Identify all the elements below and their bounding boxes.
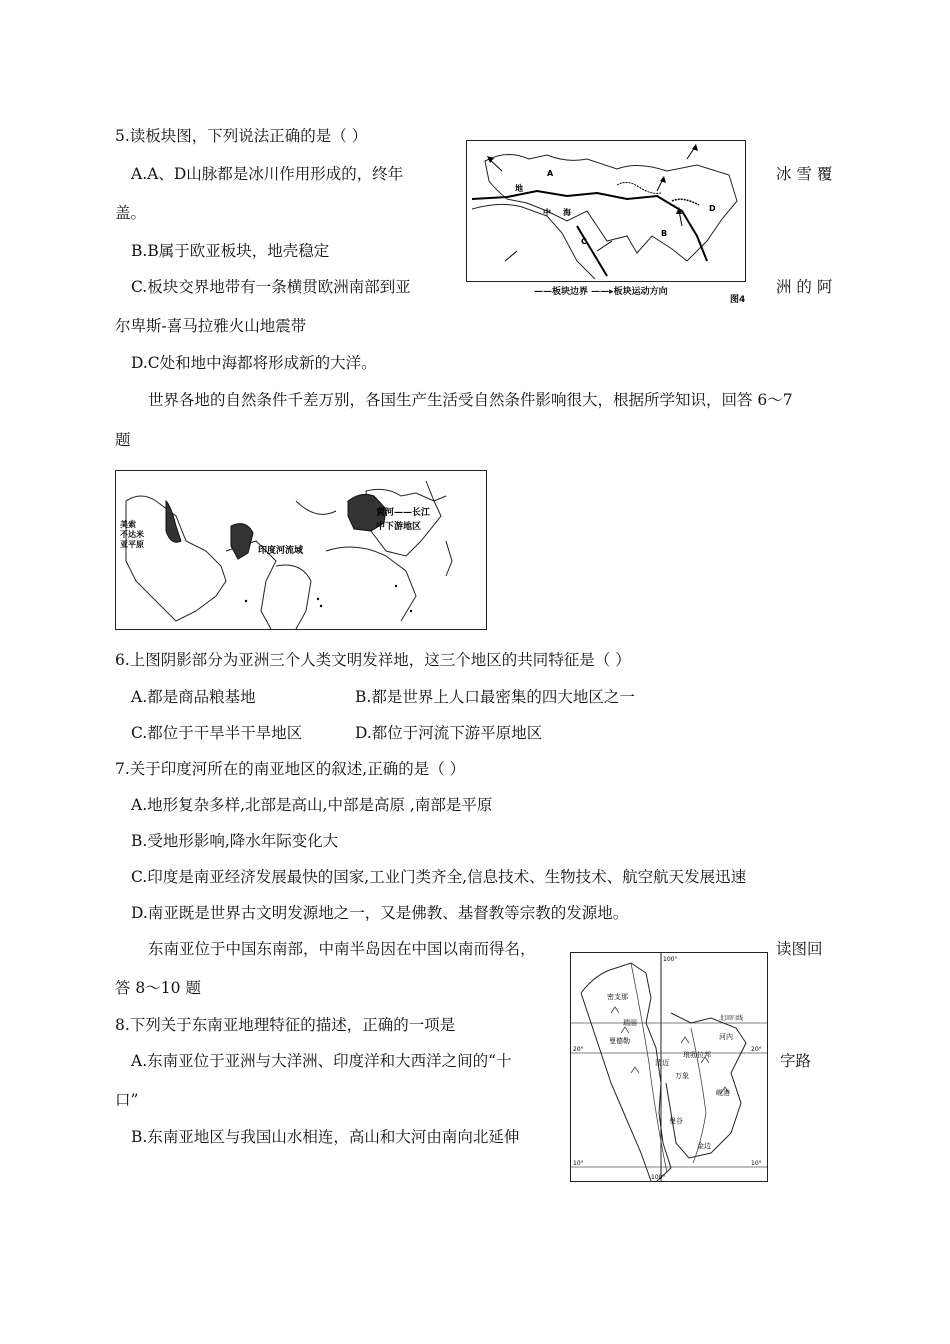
plate-map-figure-label: 图4 xyxy=(730,295,746,305)
q6-option-b: B.都是世界上人口最密集的四大地区之一 xyxy=(355,688,635,706)
label-chiang-mai: 清迈 xyxy=(655,1059,669,1067)
label-lat-20-left: 20° xyxy=(573,1046,584,1053)
q6-option-d: D.都位于河流下游平原地区 xyxy=(355,724,543,742)
plate-label-di: 地 xyxy=(515,184,523,193)
q5-option-a-cont: 盖。 xyxy=(115,204,147,222)
label-yellow-yangtze-1: 黄河——长江 xyxy=(376,508,431,518)
plate-label-c: C xyxy=(581,237,587,246)
label-hanoi: 河内 xyxy=(719,1033,733,1041)
plate-map-drawing xyxy=(467,141,745,281)
civilization-map xyxy=(115,470,487,630)
q5-option-a: A.A、D山脉都是冰川作用形成的，终年 xyxy=(131,165,404,183)
q5-option-b: B.B属于欧亚板块，地壳稳定 xyxy=(131,242,330,260)
label-phnom-penh: 金边 xyxy=(697,1142,711,1150)
q5-option-a-right: 冰 雪 覆 xyxy=(776,165,833,183)
label-luang-prabang: 琅勃拉邦 xyxy=(683,1051,711,1059)
label-ruili: 瑞丽 xyxy=(623,1019,637,1027)
plate-map xyxy=(466,140,746,282)
q6-option-c: C.都位于干旱半干旱地区 xyxy=(131,724,303,742)
q6-option-a: A.都是商品粮基地 xyxy=(131,688,256,706)
southeast-asia-map-drawing xyxy=(571,953,767,1181)
q7-stem: 7.关于印度河所在的南亚地区的叙述,正确的是（ ） xyxy=(115,760,466,778)
label-lon-100-top: 100° xyxy=(663,956,678,963)
plate-label-b: B xyxy=(661,229,668,238)
intro-6-7-cont: 题 xyxy=(115,431,131,449)
q7-option-c: C.印度是南亚经济发展最快的国家,工业门类齐全,信息技术、生物技术、航空航天发展迅速 xyxy=(131,868,747,886)
q7-option-b: B.受地形影响,降水年际变化大 xyxy=(131,832,339,850)
label-indus: 印度河流域 xyxy=(258,546,304,556)
label-lat-10-right: 10° xyxy=(751,1160,762,1167)
plate-label-zhong: 中 xyxy=(543,208,551,217)
label-lat-10-left: 10° xyxy=(573,1160,584,1167)
southeast-asia-map xyxy=(570,952,768,1182)
q8-option-a-cont: 口” xyxy=(115,1091,139,1109)
label-mesopotamia-1: 美索 xyxy=(120,520,136,529)
intro-8-10-cont: 答 8～10 题 xyxy=(115,979,201,997)
q7-option-a: A.地形复杂多样,北部是高山,中部是高原 ,南部是平原 xyxy=(131,796,493,814)
label-bangkok: 曼谷 xyxy=(669,1117,683,1125)
label-lon-100-bottom: 100° xyxy=(651,1174,666,1181)
label-mesopotamia-3: 亚平原 xyxy=(120,540,144,549)
plate-label-a: A xyxy=(547,169,554,178)
intro-8-10-right: 读图回 xyxy=(776,940,823,958)
q5-stem: 5.读板块图，下列说法正确的是（ ） xyxy=(115,127,368,145)
q5-option-d: D.C处和地中海都将形成新的大洋。 xyxy=(131,354,377,372)
plate-map-legend: ——板块边界 ——▸板块运动方向 xyxy=(534,287,668,297)
q8-option-a: A.东南亚位于亚洲与大洋洲、印度洋和大西洋之间的“十 xyxy=(131,1052,512,1070)
q7-option-d: D.南亚既是世界古文明发源地之一，又是佛教、基督教等宗教的发源地。 xyxy=(131,904,629,922)
q6-stem: 6.上图阴影部分为亚洲三个人类文明发祥地，这三个地区的共同特征是（ ） xyxy=(115,651,631,669)
label-lat-20-right: 20° xyxy=(751,1046,762,1053)
label-myitkyina: 密支那 xyxy=(607,993,628,1001)
civilization-map-drawing xyxy=(116,471,486,629)
label-mesopotamia-2: 不达米 xyxy=(120,530,144,539)
intro-8-10: 东南亚位于中国东南部，中南半岛因在中国以南而得名， xyxy=(148,940,536,958)
intro-6-7: 世界各地的自然条件千差万别，各国生产生活受自然条件影响很大，根据所学知识，回答 6～7 xyxy=(148,391,793,409)
plate-label-hai: 海 xyxy=(563,208,571,217)
label-da-nang: 岘港 xyxy=(716,1089,730,1097)
label-tropic: 北回归线 xyxy=(719,1015,744,1022)
q8-option-b: B.东南亚地区与我国山水相连，高山和大河由南向北延伸 xyxy=(131,1128,520,1146)
q5-option-c-right: 洲 的 阿 xyxy=(776,278,833,296)
label-yellow-yangtze-2: 中下游地区 xyxy=(376,522,422,532)
q8-stem: 8.下列关于东南亚地理特征的描述，正确的一项是 xyxy=(115,1016,456,1034)
label-mandalay: 曼德勒 xyxy=(609,1037,630,1045)
q5-option-c: C.板块交界地带有一条横贯欧洲南部到亚 xyxy=(131,278,411,296)
plate-label-d: D xyxy=(709,204,716,213)
label-vientiane: 万象 xyxy=(675,1072,689,1080)
q8-option-a-right: 字路 xyxy=(780,1052,812,1070)
q5-option-c-cont: 尔卑斯-喜马拉雅火山地震带 xyxy=(115,317,307,335)
